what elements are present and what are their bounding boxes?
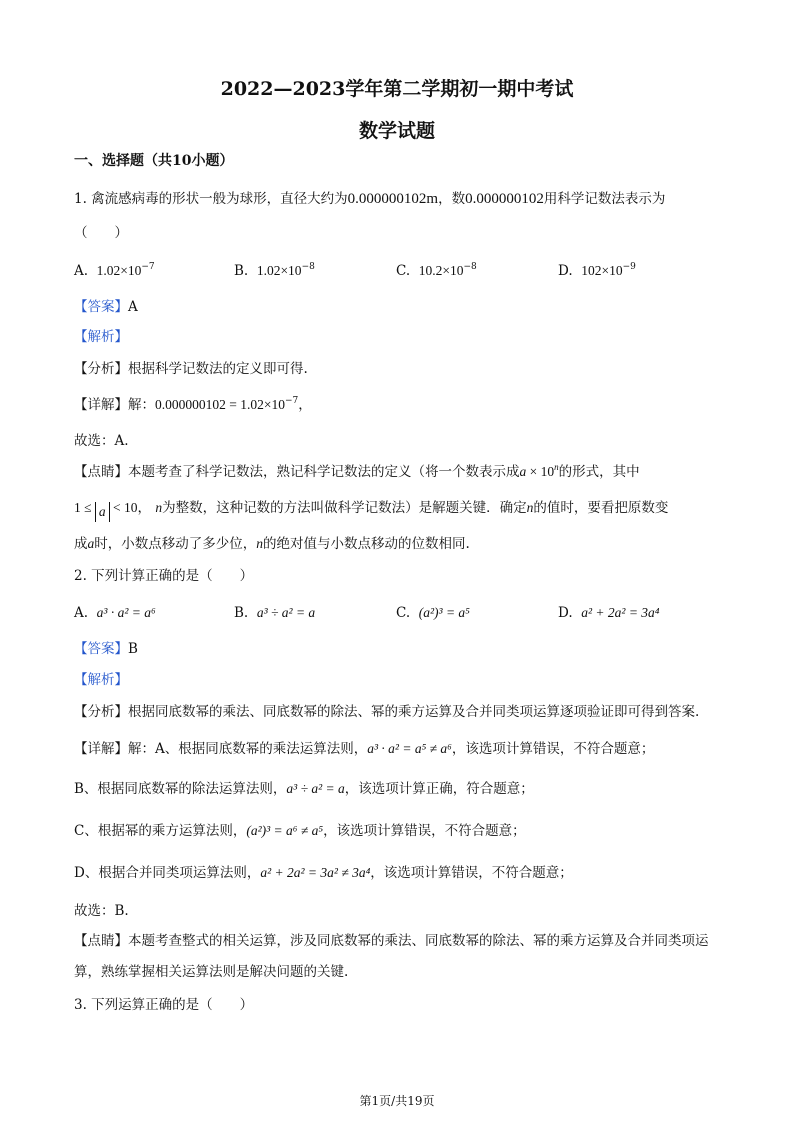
q1-detail xyxy=(74,396,312,414)
math-var-a: a xyxy=(519,464,527,479)
q2-analysis xyxy=(74,671,128,689)
detail-tag: 【详解】 xyxy=(74,741,128,757)
comment-text: 时，小数点移动了多少位， xyxy=(94,536,257,552)
detail-expression: a² + 2a² = 3a² ≠ 3a⁴ xyxy=(260,865,371,880)
option-expression: a² + 2a² = 3a⁴ xyxy=(581,605,660,620)
comment-text: 本题考查整式的相关运算，涉及同底数幂的乘法、同底数幂的除法、幂的乘方运算及合并同类项运 xyxy=(128,933,709,949)
option-exponent: −8 xyxy=(301,262,315,272)
q2-option-a xyxy=(74,604,156,622)
option-label: B. xyxy=(234,605,249,621)
fenxi-tag: 【分析】 xyxy=(74,361,128,377)
option-exponent: −9 xyxy=(622,262,636,272)
comment-tag: 【点睛】 xyxy=(74,933,128,949)
answer-value: B xyxy=(128,641,138,657)
math-left: 1 ≤ xyxy=(74,500,95,515)
option-label: A. xyxy=(74,605,89,621)
detail-text: D、根据合并同类项运算法则， xyxy=(74,865,261,881)
q1-comment-line3 xyxy=(74,535,470,553)
detail-prefix: 解： xyxy=(128,397,155,413)
fenxi-text: 根据同底数幂的乘法、同底数幂的除法、幂的乘方运算及合并同类项运算逐项验证即可得到答案. xyxy=(128,704,700,720)
detail-expression: a³ ÷ a² = a xyxy=(286,781,345,796)
detail-text: ，该选项计算错误，不符合题意； xyxy=(370,865,573,881)
option-mantissa: 1.02×10 xyxy=(256,263,302,278)
detail-text: B、根据同底数幂的除法运算法则， xyxy=(74,781,287,797)
detail-text: ，该选项计算错误，不符合题意； xyxy=(323,823,526,839)
detail-expression: (a²)³ = a⁶ ≠ a⁵ xyxy=(246,823,324,838)
q1-comment-line2 xyxy=(74,499,668,522)
answer-tag: 【答案】 xyxy=(74,299,128,315)
q1-paren: （ ） xyxy=(74,225,128,241)
comment-text: 成 xyxy=(74,536,88,552)
q1-stem-b: ，数 xyxy=(438,191,466,207)
section-heading: 一、选择题（共10小题） xyxy=(74,153,234,169)
q2-answer xyxy=(74,640,138,658)
math-var-n: n xyxy=(526,500,534,515)
detail-text: ，该选项计算错误，不符合题意； xyxy=(451,741,655,757)
q2-detail-d xyxy=(74,864,573,882)
q2-choose: 故选：B. xyxy=(74,903,129,919)
math-right: < 10， xyxy=(109,500,152,515)
option-exponent: −8 xyxy=(463,262,477,272)
option-mantissa: 1.02×10 xyxy=(96,263,142,278)
detail-end: ， xyxy=(298,397,312,413)
option-expression: a³ ÷ a² = a xyxy=(256,605,316,620)
q2-comment-line1 xyxy=(74,932,709,950)
comment-tag: 【点睛】 xyxy=(74,464,128,480)
detail-exponent: −7 xyxy=(284,396,299,406)
option-mantissa: 10.2×10 xyxy=(418,263,464,278)
option-label: D. xyxy=(558,263,573,279)
q2-option-d xyxy=(558,604,660,622)
option-label: A. xyxy=(74,263,89,279)
q1-stem xyxy=(74,190,665,208)
q2-comment-line2: 算，熟练掌握相关运算法则是解决问题的关键. xyxy=(74,964,349,980)
math-var-n: n xyxy=(554,462,559,472)
comment-text: 本题考查了科学记数法，熟记科学记数法的定义（将一个数表示成 xyxy=(128,464,520,480)
option-label: C. xyxy=(396,263,411,279)
q2-detail-a xyxy=(74,740,654,758)
q2-detail-b xyxy=(74,780,534,798)
option-expression: a³ · a² = a⁶ xyxy=(96,605,156,620)
option-expression: (a²)³ = a⁵ xyxy=(418,605,470,620)
option-mantissa: 102×10 xyxy=(581,263,623,278)
detail-text: ，该选项计算正确，符合题意； xyxy=(344,781,534,797)
q1-comment-line1 xyxy=(74,463,640,481)
page-subtitle: 数学试题 xyxy=(358,120,435,142)
option-label: D. xyxy=(558,605,573,621)
q3-stem: 3. 下列运算正确的是（ ） xyxy=(74,997,254,1013)
q2-option-b xyxy=(234,604,315,622)
q1-fenxi xyxy=(74,360,308,378)
comment-text: 的绝对值与小数点移动的位数相同. xyxy=(263,536,470,552)
fenxi-tag: 【分析】 xyxy=(74,704,128,720)
option-label: B. xyxy=(234,263,249,279)
page-footer: 第1页/共19页 xyxy=(359,1094,435,1108)
comment-text: 为整数，这种记数的方法叫做科学记数法）是解题关键．确定 xyxy=(162,500,527,516)
detail-text: 解：A、根据同底数幂的乘法运算法则， xyxy=(128,741,368,757)
comment-text: 的形式，其中 xyxy=(558,464,640,480)
math-abs-a: a xyxy=(95,502,110,522)
q1-option-c xyxy=(396,262,477,280)
q2-fenxi xyxy=(74,703,699,721)
detail-expression: a³ · a² = a⁵ ≠ a⁶ xyxy=(367,741,452,756)
q1-option-d xyxy=(558,262,636,280)
q1-stem-a: 1. 禽流感病毒的形状一般为球形，直径大约为 xyxy=(74,191,348,207)
answer-value: A xyxy=(128,299,138,315)
q2-option-c xyxy=(396,604,470,622)
option-exponent: −7 xyxy=(141,262,155,272)
math-var-a: a xyxy=(87,536,95,551)
q1-analysis xyxy=(74,328,128,346)
q1-stem-c: 用科学记数法表示为 xyxy=(543,191,666,207)
q1-choose: 故选：A. xyxy=(74,433,129,449)
detail-tag: 【详解】 xyxy=(74,397,128,413)
page-title: 2022—2023学年第二学期初一期中考试 xyxy=(220,78,574,100)
analysis-tag: 【解析】 xyxy=(74,672,128,688)
q2-stem: 2. 下列计算正确的是（ ） xyxy=(74,568,254,584)
q1-option-a xyxy=(74,262,155,280)
detail-expression: 0.000000102 = 1.02×10 xyxy=(155,397,285,412)
comment-text: 的值时，要看把原数变 xyxy=(533,500,669,516)
q2-detail-c xyxy=(74,822,526,840)
q1-answer xyxy=(74,298,138,316)
math-var-n: n xyxy=(256,536,263,551)
math-var-n: n xyxy=(155,500,163,515)
q1-option-b xyxy=(234,262,315,280)
q1-value-m: 0.000000102m xyxy=(347,191,439,207)
detail-text: C、根据幂的乘方运算法则， xyxy=(74,823,247,839)
analysis-tag: 【解析】 xyxy=(74,329,128,345)
option-label: C. xyxy=(396,605,411,621)
fenxi-text: 根据科学记数法的定义即可得. xyxy=(128,361,308,377)
q1-value: 0.000000102 xyxy=(465,191,544,207)
answer-tag: 【答案】 xyxy=(74,641,128,657)
math-times-ten: × 10 xyxy=(526,464,555,479)
